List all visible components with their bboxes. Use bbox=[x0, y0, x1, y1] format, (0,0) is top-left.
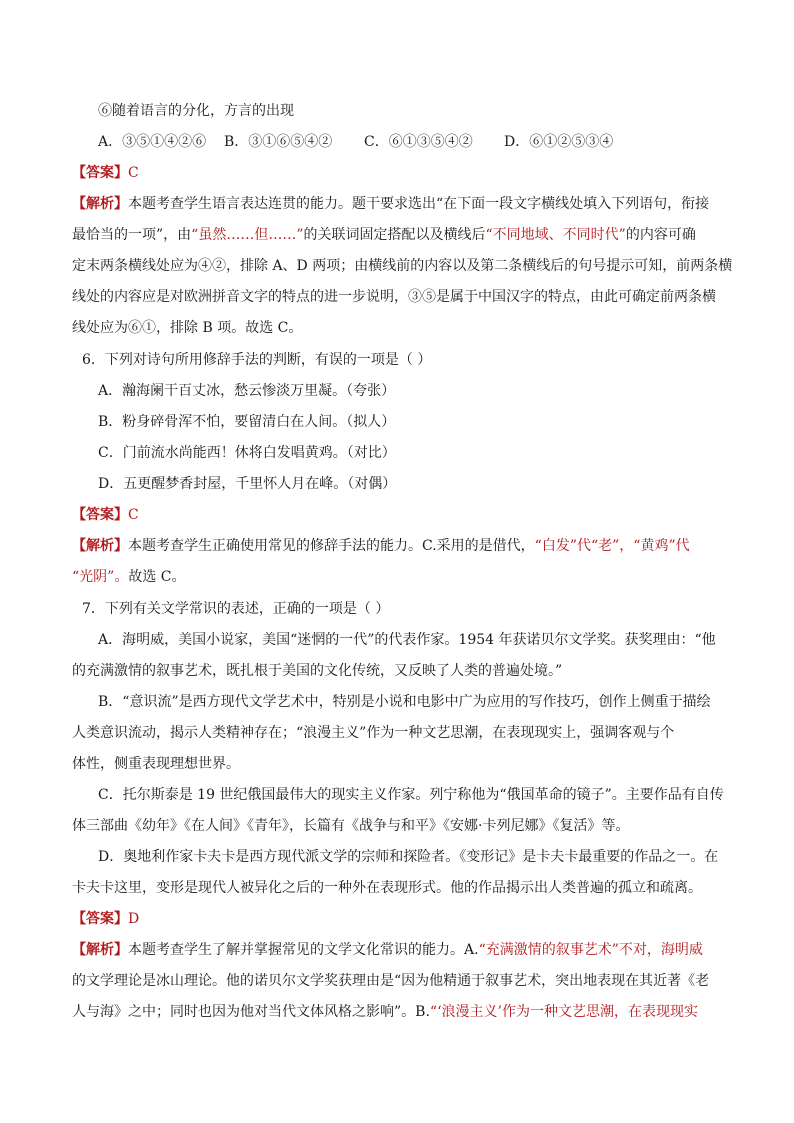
q7-option-c-cont: 体三部曲《幼年》《在人间》《青年》，长篇有《战争与和平》《安娜·卡列尼娜》《复活》等。 bbox=[72, 818, 630, 834]
q7-analysis-line bbox=[72, 1002, 698, 1022]
q5-answer bbox=[72, 163, 139, 183]
answer-value: C bbox=[128, 507, 139, 523]
q6-analysis-line bbox=[72, 536, 690, 556]
q7-option-a: A．海明威，美国小说家，美国“迷惘的一代”的代表作家。1954 年获诺贝尔文学奖。获奖理由：“他 bbox=[98, 632, 716, 648]
analysis-text: 本题考查学生语言表达连贯的能力。题干要求选出“在下面一段文字横线处填入下列语句，衔接 bbox=[128, 196, 710, 212]
analysis-highlight: “不同地域、不同时代” bbox=[485, 227, 626, 243]
analysis-tag: 【解析】 bbox=[72, 538, 128, 554]
analysis-text: 故选 C。 bbox=[128, 569, 186, 585]
q5-item-6: ⑥随着语言的分化，方言的出现 bbox=[98, 103, 294, 119]
q5-options bbox=[98, 132, 613, 152]
analysis-text: 的内容可确 bbox=[625, 227, 696, 243]
q6-answer bbox=[72, 505, 139, 525]
q5-analysis-line: 线处应为⑥①，排除 B 项。故选 C。 bbox=[72, 320, 303, 336]
analysis-highlight: “充满激情的叙事艺术”不对，海明威 bbox=[478, 942, 703, 958]
analysis-text: 本题考查学生了解并掌握常见的文学文化常识的能力。A. bbox=[128, 942, 479, 958]
q5-analysis-line bbox=[72, 194, 709, 214]
q7-analysis-line bbox=[72, 940, 703, 960]
q5-option-a: A．③⑤①④②⑥ bbox=[98, 134, 207, 150]
q7-option-d-cont: 卡夫卡这里，变形是现代人被异化之后的一种外在表现形式。他的作品揭示出人类普遍的孤立和疏离。 bbox=[72, 880, 702, 896]
analysis-highlight: “白发”代“老”，“黄鸡”代 bbox=[534, 538, 690, 554]
analysis-text: 最恰当的一项”，由 bbox=[72, 227, 192, 243]
q7-stem: 7．下列有关文学常识的表述，正确的一项是（ ） bbox=[82, 601, 390, 617]
answer-tag: 【答案】 bbox=[72, 507, 128, 523]
q6-analysis-line bbox=[72, 567, 186, 587]
q6-option-b: B．粉身碎骨浑不怕，要留清白在人间。（拟人） bbox=[98, 414, 396, 430]
analysis-highlight: “光阴”。 bbox=[72, 569, 129, 585]
q7-option-b: B．“意识流”是西方现代文学艺术中，特别是小说和电影中广为应用的写作技巧，创作上侧重于描绘 bbox=[98, 694, 711, 710]
q7-answer bbox=[72, 909, 139, 929]
q6-option-c: C．门前流水尚能西！休将白发唱黄鸡。（对比） bbox=[98, 445, 396, 461]
q7-option-d: D．奥地利作家卡夫卡是西方现代派文学的宗师和探险者。《变形记》是卡夫卡最重要的作品之一。在 bbox=[98, 849, 719, 865]
q7-option-a-cont: 的充满激情的叙事艺术，既扎根于美国的文化传统，又反映了人类的普遍处境。” bbox=[72, 663, 563, 679]
answer-value: C bbox=[128, 165, 139, 181]
answer-tag: 【答案】 bbox=[72, 911, 128, 927]
q7-option-b-cont: 人类意识流动，揭示人类精神存在；“浪漫主义”作为一种文艺思潮，在表现现实上，强调客观与个 bbox=[72, 725, 675, 741]
q6-option-a: A．瀚海阑干百丈冰，愁云惨淡万里凝。（夸张） bbox=[98, 383, 396, 399]
q5-option-c: C．⑥①③⑤④② bbox=[364, 134, 473, 150]
q6-option-d: D．五更醒梦香封屋，千里怀人月在峰。（对偶） bbox=[98, 476, 397, 492]
analysis-tag: 【解析】 bbox=[72, 942, 128, 958]
analysis-text: 人与海》之中；同时也因为他对当代文体风格之影响”。B. bbox=[72, 1004, 430, 1020]
answer-tag: 【答案】 bbox=[72, 165, 128, 181]
analysis-text: 本题考查学生正确使用常见的修辞手法的能力。C.采用的是借代， bbox=[128, 538, 535, 554]
answer-value: D bbox=[128, 911, 140, 927]
q5-analysis-line: 定末两条横线处应为④②，排除 A、D 两项；由横线前的内容以及第二条横线后的句号提示可知，前两条横 bbox=[72, 258, 733, 274]
q5-option-d: D．⑥①②⑤③④ bbox=[504, 134, 614, 150]
q5-option-b: B．③①⑥⑤④② bbox=[224, 134, 333, 150]
q5-analysis-line bbox=[72, 225, 696, 245]
analysis-tag: 【解析】 bbox=[72, 196, 128, 212]
q6-stem: 6．下列对诗句所用修辞手法的判断，有误的一项是（ ） bbox=[82, 352, 432, 368]
q7-option-c: C．托尔斯泰是 19 世纪俄国最伟大的现实主义作家。列宁称他为“俄国革命的镜子”。主要作品有自传 bbox=[98, 787, 724, 803]
q7-analysis-line: 的文学理论是冰山理论。他的诺贝尔文学奖获理由是“因为他精通于叙事艺术，突出地表现在其近著《老 bbox=[72, 973, 710, 989]
analysis-highlight: “虽然……但……” bbox=[191, 227, 304, 243]
analysis-highlight: “‘浪漫主义’作为一种文艺思潮，在表现现实 bbox=[429, 1004, 698, 1020]
analysis-text: 的关联词固定搭配以及横线后 bbox=[303, 227, 486, 243]
q5-analysis-line: 线处的内容应是对欧洲拼音文字的特点的进一步说明，③⑤是属于中国汉字的特点，由此可确定前两条横 bbox=[72, 289, 716, 305]
q7-option-b-cont: 体性，侧重表现理想世界。 bbox=[72, 756, 240, 772]
